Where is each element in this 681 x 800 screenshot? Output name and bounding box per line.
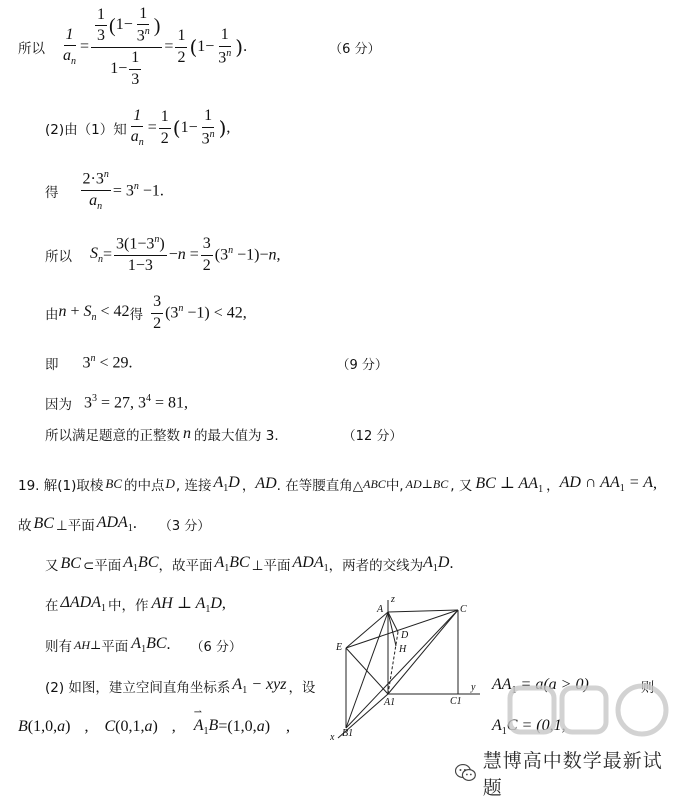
text-19-e: . 在等腰直角△ [276,478,364,494]
text-21-b: ⊂平面 [82,558,122,574]
text-19-f: 中, [385,478,404,494]
text-20-b: ⊥平面 [55,518,95,534]
text-19-h: , 又 [450,478,473,494]
formula-big-fraction: $\frac{1}{3}$ ( 1− $\frac{1}{3^n}$ ) 1− $\frac{1}{3}$ [91,5,162,89]
text-ji: 即 [45,357,59,373]
label-z: z [391,594,395,605]
text-19-d: ， [241,478,256,494]
text-21-a: 又 [45,558,59,574]
score-9: （9 分） [336,357,388,373]
text-23-d: . [166,636,171,653]
watermark [455,746,681,800]
label-a1: A1 [384,697,396,708]
text-24-a: (2) 如图，建立空间直角坐标系 [45,680,231,696]
line-24: (2) 如图，建立空间直角坐标系 $A_1$ − xyz ，设 [45,675,316,697]
text-suoyi-2: 所以 [45,249,72,265]
line-1: 所以 $\frac{1}{a_n}$ = $\frac{1}{3}$ ( 1− $\frac{1}{3^n}$ ) 1− $\frac{1}{3}$ = $\frac{1}{2}$ ( 1− $\frac{1}{3^n}$ ) . （6 分） [18,5,381,88]
line-5: 由 $n + S_n < 42$ 得 $\frac{3}{2}$ $(3^n -1) < 42$, [45,293,247,332]
text-22-c: , [221,595,226,612]
formula-1-over-an: $\frac{1}{a_n}$ [63,25,76,68]
text-19-b: 的中点 [124,478,165,494]
vector-arrow-icon: ⇀ [193,706,202,718]
label-y: y [471,682,476,693]
text-23-c: 平面 [101,639,129,655]
label-a: A [377,604,384,615]
score-6: （6 分） [329,41,381,57]
line-2: (2)由（1）知 $\frac{1}{a_n}$ = $\frac{1}{2}$ ( 1− $\frac{1}{3^n}$ ) , [45,106,231,149]
text-you: 由 [45,307,59,323]
text-21-e: ，两者的交线为 [328,558,424,574]
text-conclusion-a: 所以满足题意的正整数 [45,428,180,444]
edge-ec [346,610,458,648]
label-c: C [460,604,467,615]
line-19: 19. 解(1)取棱 BC 的中点 D , 连接 $A_1D$ ， AD . 在等腰直角△ ABC 中, AD⊥BC , 又 BC ⊥ $AA_1$ ， AD ∩ $AA_1 = A$ , [18,473,657,496]
label-x: x [330,732,335,740]
label-b1: B1 [342,728,354,739]
wechat-icon [455,763,477,783]
text-19-i: ， [546,478,560,494]
text-2-you-1-zhi: (2)由（1）知 [45,122,127,138]
segment-a1d [388,632,398,694]
line-23: 则有 AH⊥ 平面 $A_1BC$ . （6 分） [45,634,242,656]
label-c1: C1 [450,696,462,707]
text-19-g: AD⊥BC [405,476,449,491]
segment-ah [388,612,396,646]
text-yinwei: 因为 [45,397,72,413]
text-23-b: AH⊥ [74,637,102,652]
text-20-c: . [132,515,137,532]
text-de: 得 [45,185,59,201]
line-6: 即 $3^n < 29$. （9 分） [45,353,388,373]
text-24-right: 则 [640,680,655,696]
line-7: 因为 $3^3 = 27$, $3^4 = 81$, [45,393,189,413]
text-21-c: ，故平面 [158,558,213,574]
text-suoyi: 所以 [18,41,45,57]
line-8: 所以满足题意的正整数 n 的最大值为 3. （12 分） [45,425,403,444]
text-24-b: ，设 [288,680,316,696]
comma-3: , [286,718,291,735]
line-3: 得 $\frac{2\cdot 3^n}{a_n}$ = $3^n -1$. [45,169,164,213]
score-3: （3 分） [158,518,211,534]
edge-ac [388,610,458,612]
line-25-right: $A_1C = (0,1$, [492,716,566,738]
line-25: B (1,0,a) , C (0,1,a) , ⇀ $A_1B$ =(1,0,a) , [18,706,291,738]
comma-1: , [84,718,89,735]
text-22-b: 中，作 [108,598,149,614]
prism-figure [330,590,480,740]
watermark-text: 慧博高中数学最新试题 [482,750,663,799]
score-12: （12 分） [342,428,403,444]
text-19-a: 19. 解(1)取棱 [18,478,104,494]
text-19-c: , 连接 [175,478,212,494]
text-21-f: . [449,555,454,572]
line-21: 又 BC ⊂平面 $A_1BC$ ，故平面 $A_1BC$ ⊥平面 $ADA_1$ ，两者的交线为 $A_1D$ . [45,553,454,575]
line-4: 所以 $S_n$ = $\frac{3(1-3^n)}{1-3}$ −n = $\frac{3}{2}$ $(3^n -1)-n$, [45,234,281,275]
line-24-right: $AA_1 = a(a > 0)$ 则 [492,675,655,697]
segment-b1c [346,610,458,728]
text-22-a: 在 [45,598,59,614]
text-20-a: 故 [18,518,32,534]
label-d: D [401,630,409,641]
comma-2: , [171,718,176,735]
score-6b: （6 分） [190,639,242,655]
segment-ad [388,612,398,632]
text-de-2: 得 [129,307,144,323]
text-23-a: 则有 [45,639,72,655]
label-h: H [399,644,407,655]
text-21-d: ⊥平面 [251,558,291,574]
line-22: 在 $\Delta ADA_1$ 中，作 AH ⊥ $A_1D$ , [45,593,226,616]
line-20: 故 BC ⊥平面 $ADA_1$ . （3 分） [18,513,211,535]
text-conclusion-b: 的最大值为 3. [194,428,279,444]
label-e: E [336,642,343,653]
watermark-stamp-icon [500,680,680,750]
